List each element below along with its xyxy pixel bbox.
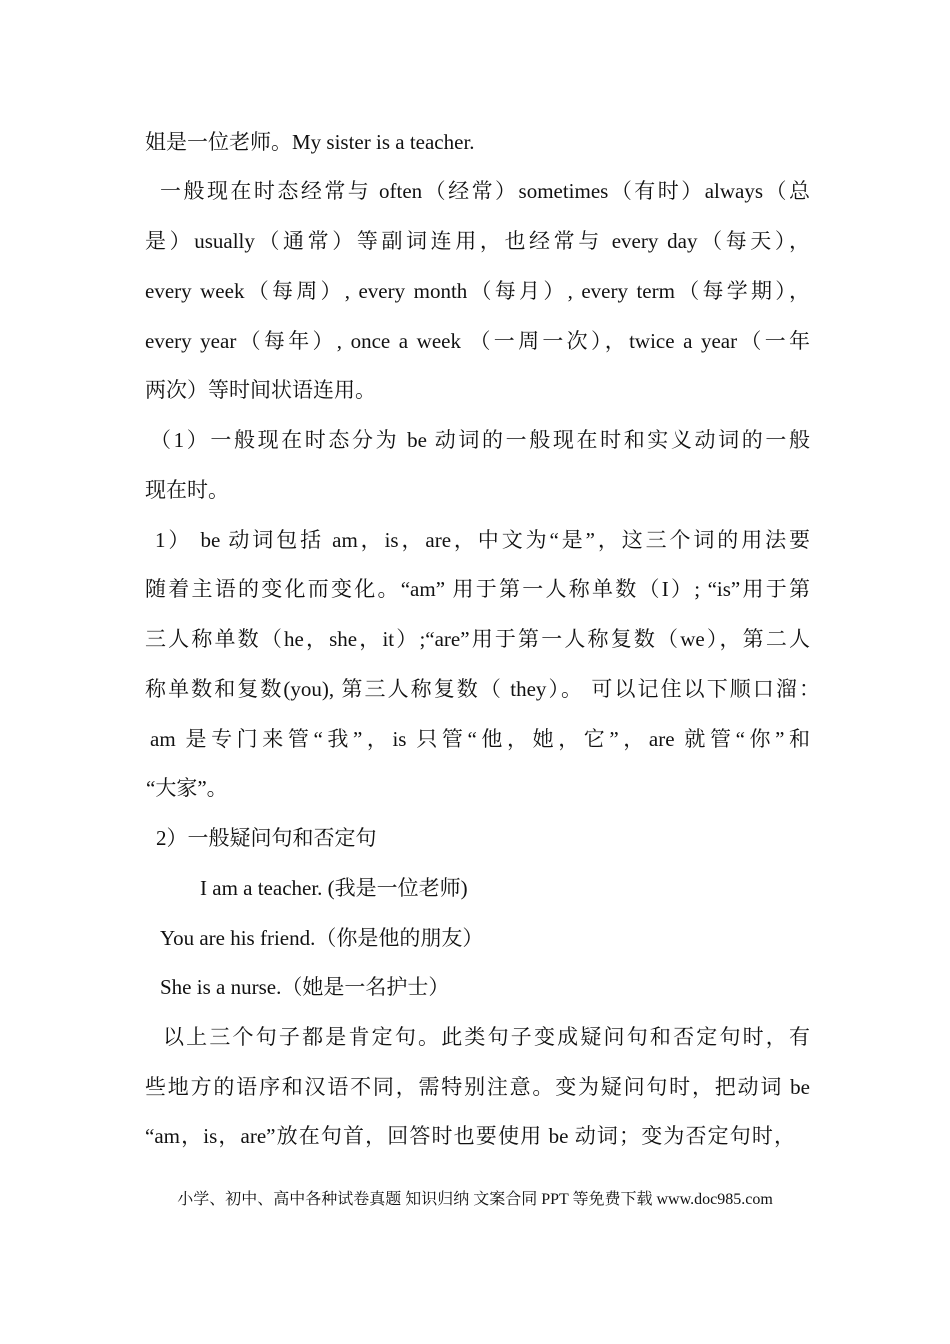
text-line-15: 2）一般疑问句和否定句 <box>156 826 377 850</box>
text-line-14: “大家”。 <box>146 776 228 800</box>
text-line-4: every week（每周）, every month（每月）, every term（每学期）， <box>145 279 810 303</box>
text-line-19: 以上三个句子都是肯定句。此类句子变成疑问句和否定句时，有 <box>163 1025 810 1049</box>
text-line-3: 是）usually（通常）等副词连用，也经常与 every day（每天）， <box>145 229 810 253</box>
text-line-5: every year（每年）, once a week （一周一次），twice a year（一年 <box>145 329 810 353</box>
text-line-12: 称单数和复数(you), 第三人称复数（ they）。 可以记住以下顺口溜： <box>145 677 820 701</box>
text-line-20: 些地方的语序和汉语不同，需特别注意。变为疑问句时，把动词 be <box>145 1075 810 1099</box>
text-line-2: 一般现在时态经常与 often（经常）sometimes（有时）always（总 <box>160 179 810 203</box>
text-line-7: （1）一般现在时态分为 be 动词的一般现在时和实义动词的一般 <box>150 428 810 452</box>
example-sentence-2: You are his friend.（你是他的朋友） <box>160 926 484 950</box>
example-sentence-3: She is a nurse.（她是一名护士） <box>160 975 450 999</box>
text-line-10: 随着主语的变化而变化。“am” 用于第一人称单数（I）; “is”用于第 <box>145 577 810 601</box>
text-line-9: 1） be 动词包括 am，is，are，中文为“是”，这三个词的用法要 <box>155 528 810 552</box>
page-footer: 小学、初中、高中各种试卷真题 知识归纳 文案合同 PPT 等免费下载 www.doc985.com <box>177 1191 773 1208</box>
example-sentence-1: I am a teacher. (我是一位老师) <box>200 876 468 900</box>
text-line-8: 现在时。 <box>145 478 229 502</box>
text-line-13: am 是专门来管“我”，is 只管“他，她，它”，are 就管“你”和 <box>150 727 810 751</box>
text-line-6: 两次）等时间状语连用。 <box>145 378 376 402</box>
text-line-1: 姐是一位老师。My sister is a teacher. <box>145 130 475 154</box>
text-line-21: “am，is，are”放在句首，回答时也要使用 be 动词；变为否定句时， <box>145 1124 795 1148</box>
text-line-11: 三人称单数（he，she，it）;“are”用于第一人称复数（we），第二人 <box>145 627 810 651</box>
